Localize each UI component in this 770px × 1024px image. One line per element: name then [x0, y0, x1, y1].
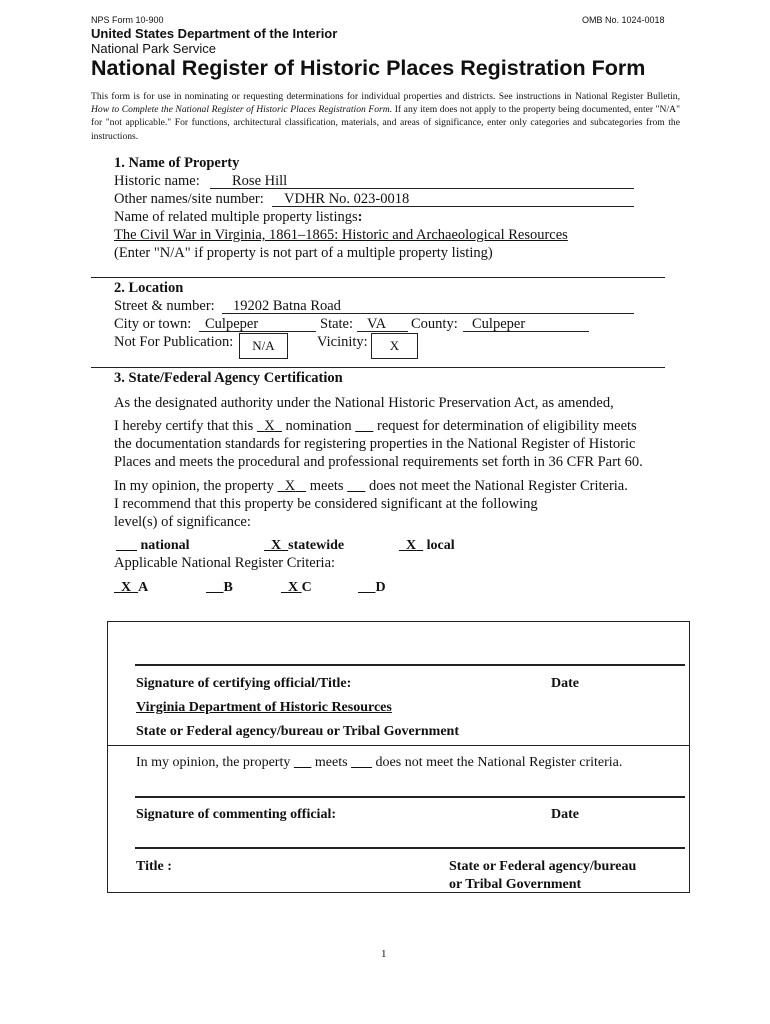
certify-line-1: I hereby certify that this X nomination request for determination of eligibility meets [114, 418, 637, 434]
section-3-heading: 3. State/Federal Agency Certification [114, 370, 343, 386]
criteria-label: Applicable National Register Criteria: [114, 555, 336, 571]
section-1-heading: 1. Name of Property [114, 155, 240, 171]
level-local[interactable]: X local [406, 538, 455, 553]
certifying-signature-line[interactable] [135, 664, 685, 666]
form-number: NPS Form 10-900 [91, 15, 164, 25]
commenting-official-label: Signature of commenting official: [136, 807, 336, 822]
department-name: United States Department of the Interior [91, 26, 338, 41]
opinion-line-1: In my opinion, the property X meets does not meet the National Register Criteria. [114, 478, 628, 494]
related-listings-value[interactable]: The Civil War in Virginia, 1861–1865: Historic and Archaeological Resources [114, 227, 568, 243]
certify-line-2: the documentation standards for registering properties in the National Register of Historic [114, 436, 636, 452]
date-label-1: Date [551, 676, 579, 691]
county-value[interactable]: Culpeper [472, 316, 526, 332]
other-names-value[interactable]: VDHR No. 023-0018 [284, 191, 410, 207]
section-2-heading: 2. Location [114, 280, 184, 296]
not-for-publication-box[interactable]: N/A [239, 333, 288, 359]
level-statewide[interactable]: X statewide [271, 538, 345, 553]
city-label: City or town: [114, 316, 192, 332]
historic-name-value[interactable]: Rose Hill [232, 173, 288, 189]
title-label: Title : [136, 859, 172, 874]
city-value[interactable]: Culpeper [205, 316, 259, 332]
county-label: County: [411, 316, 458, 332]
opinion-line-2: I recommend that this property be considered significant at the following [114, 496, 538, 512]
service-name: National Park Service [91, 41, 216, 56]
page-number: 1 [381, 948, 387, 960]
meets-check: X [284, 478, 296, 494]
state-value[interactable]: VA [367, 316, 387, 332]
vicinity-label: Vicinity: [317, 334, 368, 350]
agency2-line-1: State or Federal agency/bureau [449, 859, 637, 874]
form-title: National Register of Historic Places Registration Form [91, 56, 646, 80]
commenting-signature-line[interactable] [135, 796, 685, 798]
intro-paragraph: This form is for use in nominating or requesting determinations for individual properties and districts. See instructions in National Register Bulletin, How to Complete the National Register of Historic Places Registration Form. If any item does not apply to the property being documented, enter "N/A" for "not applicable." For functions, architectural classification, materials, and areas of significance, enter only categories and subcategories from the instructions. [91, 91, 680, 142]
vicinity-box[interactable]: X [371, 333, 418, 359]
street-label: Street & number: [114, 298, 215, 314]
agency2-line-2: or Tribal Government [449, 877, 582, 892]
title-signature-line[interactable] [135, 847, 685, 849]
certifying-official-label: Signature of certifying official/Title: [136, 676, 352, 691]
authority-statement: As the designated authority under the National Historic Preservation Act, as amended, [114, 395, 614, 411]
commenting-opinion: In my opinion, the property meets does not meet the National Register criteria. [136, 755, 623, 770]
date-label-2: Date [551, 807, 579, 822]
criteria-d[interactable]: D [375, 580, 386, 595]
criteria-c[interactable]: X C [288, 580, 312, 595]
related-listings-label: Name of related multiple property listings: [114, 209, 363, 225]
criteria-b[interactable]: B [223, 580, 233, 595]
state-label: State: [320, 316, 354, 332]
multiple-listing-note: (Enter "N/A" if property is not part of a multiple property listing) [114, 245, 493, 261]
level-national[interactable]: national [140, 538, 190, 553]
omb-number: OMB No. 1024-0018 [582, 15, 665, 25]
not-for-publication-label: Not For Publication: [114, 334, 234, 350]
agency-type-label: State or Federal agency/bureau or Tribal Government [136, 724, 460, 739]
criteria-a[interactable]: X A [121, 580, 149, 595]
certify-line-3: Places and meets the procedural and professional requirements set forth in 36 CFR Part 60. [114, 454, 643, 470]
opinion-line-3: level(s) of significance: [114, 514, 251, 530]
agency-name: Virginia Department of Historic Resources [136, 700, 392, 715]
nomination-check: X [264, 418, 275, 434]
bulletin-title: How to Complete the National Register of Historic Places Registration Form. [91, 104, 393, 116]
other-names-label: Other names/site number: [114, 191, 264, 207]
street-value[interactable]: 19202 Batna Road [233, 298, 341, 314]
historic-name-label: Historic name: [114, 173, 200, 189]
